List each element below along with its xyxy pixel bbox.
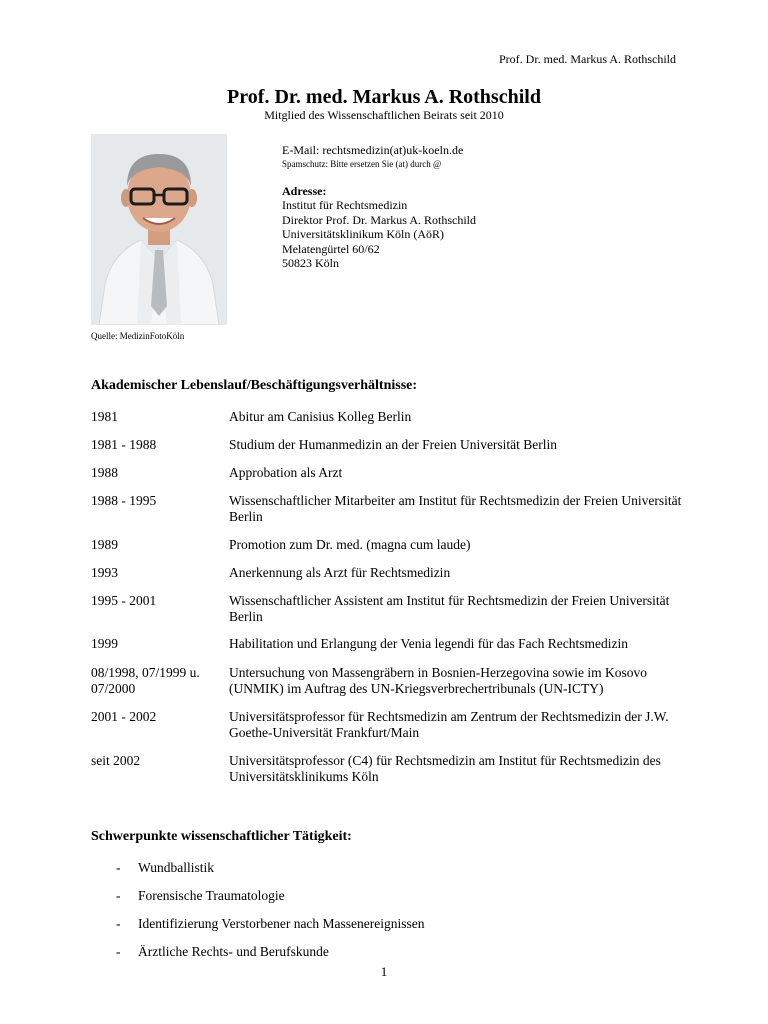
- cv-description: Wissenschaftlicher Assistent am Institut für Rechtsmedizin der Freien Universität Berlin: [229, 593, 670, 624]
- focus-item-text: Identifizierung Verstorbener nach Massenereignissen: [138, 916, 425, 931]
- cv-description: Abitur am Canisius Kolleg Berlin: [229, 409, 412, 424]
- cv-description: Anerkennung als Arzt für Rechtsmedizin: [229, 565, 451, 580]
- address-line: 50823 Köln: [282, 256, 339, 270]
- address-line: Melatengürtel 60/62: [282, 241, 380, 256]
- cv-period: 1988 - 1995: [91, 493, 157, 508]
- focus-item-text: Forensische Traumatologie: [138, 888, 285, 903]
- bullet-dash: -: [116, 860, 121, 875]
- cv-period: 1981: [91, 409, 118, 424]
- focus-section-heading: Schwerpunkte wissenschaftlicher Tätigkeit:: [91, 829, 352, 844]
- bullet-dash: -: [116, 944, 121, 959]
- portrait-illustration: [91, 134, 227, 325]
- running-header: Prof. Dr. med. Markus A. Rothschild: [499, 52, 676, 66]
- focus-list-item: [116, 888, 285, 904]
- page-subtitle: Mitglied des Wissenschaftlichen Beirats seit 2010: [264, 108, 504, 122]
- cv-period: 08/1998, 07/1999 u. 07/2000: [91, 665, 200, 696]
- email-line: E-Mail: rechtsmedizin(at)uk-koeln.de: [282, 143, 464, 157]
- focus-list-item: [116, 860, 214, 876]
- cv-section-heading: Akademischer Lebenslauf/Beschäftigungsverhältnisse:: [91, 378, 418, 393]
- cv-period: 1999: [91, 636, 118, 651]
- focus-item-text: Wundballistik: [138, 860, 214, 875]
- cv-description: Promotion zum Dr. med. (magna cum laude): [229, 537, 471, 552]
- page-title: Prof. Dr. med. Markus A. Rothschild: [227, 86, 541, 108]
- cv-period: 1981 - 1988: [91, 437, 157, 452]
- cv-period: 1988: [91, 465, 118, 480]
- address-line: Direktor Prof. Dr. Markus A. Rothschild: [282, 212, 476, 227]
- contact-block: [282, 143, 476, 271]
- address-line: Institut für Rechtsmedizin: [282, 198, 408, 212]
- photo-caption: Quelle: MedizinFotoKöln: [91, 331, 185, 341]
- bullet-dash: -: [116, 916, 121, 931]
- cv-period: seit 2002: [91, 753, 141, 768]
- focus-list-item: [116, 944, 329, 960]
- cv-description: Universitätsprofessor für Rechtsmedizin am Zentrum der Rechtsmedizin der J.W. Goethe-Universität Frankfurt/Main: [229, 709, 669, 740]
- address-line: Universitätsklinikum Köln (AöR): [282, 227, 444, 241]
- cv-period: 1995 - 2001: [91, 593, 157, 608]
- focus-item-text: Ärztliche Rechts- und Berufskunde: [138, 944, 329, 959]
- cv-description: Untersuchung von Massengräbern in Bosnien-Herzegovina sowie im Kosovo (UNMIK) im Auftrag des UN-Kriegsverbrechertribunals (UN-ICTY): [229, 665, 648, 696]
- address-heading: Adresse:: [282, 183, 327, 198]
- cv-period: 1989: [91, 537, 118, 552]
- spam-protection-note: Spamschutz: Bitte ersetzen Sie (at) durch @: [282, 158, 442, 169]
- cv-description: Universitätsprofessor (C4) für Rechtsmedizin am Institut für Rechtsmedizin des Universitätsklinikums Köln: [229, 753, 661, 784]
- focus-list-item: [116, 916, 425, 932]
- bullet-dash: -: [116, 888, 121, 903]
- portrait-photo: [91, 134, 227, 325]
- page-number: 1: [380, 964, 388, 979]
- cv-description: Approbation als Arzt: [229, 465, 343, 480]
- cv-description: Habilitation und Erlangung der Venia legendi für das Fach Rechtsmedizin: [229, 636, 629, 651]
- cv-period: 2001 - 2002: [91, 709, 157, 724]
- cv-description: Wissenschaftlicher Mitarbeiter am Institut für Rechtsmedizin der Freien Universität Berlin: [229, 493, 682, 524]
- cv-period: 1993: [91, 565, 118, 580]
- cv-description: Studium der Humanmedizin an der Freien Universität Berlin: [229, 437, 558, 452]
